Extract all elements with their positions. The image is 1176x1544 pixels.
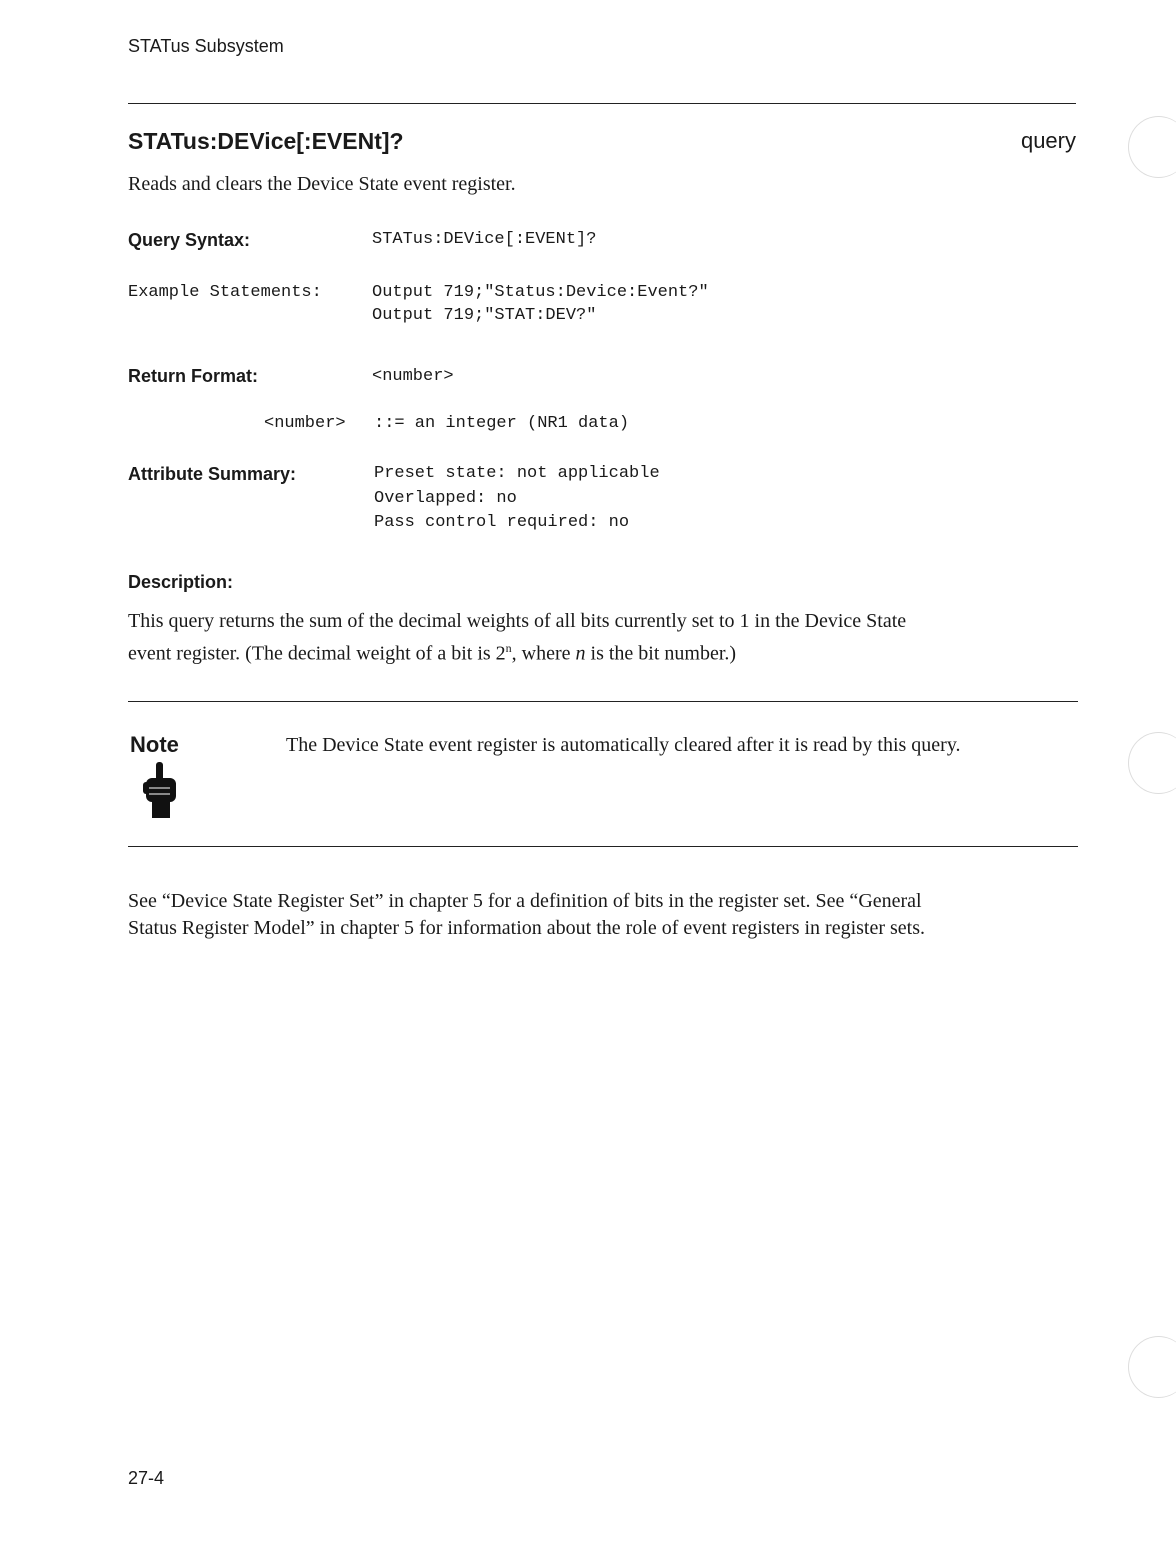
command-title: STATus:DEVice[:EVENt]? bbox=[128, 128, 404, 154]
hand-pointer-icon bbox=[140, 762, 182, 825]
variable-n: n bbox=[575, 642, 586, 665]
command-summary: Reads and clears the Device State event register. bbox=[128, 173, 516, 195]
description-text: is the bit number.) bbox=[585, 642, 737, 665]
attribute-line: Preset state: not applicable bbox=[374, 464, 660, 483]
running-header: STATus Subsystem bbox=[128, 36, 284, 56]
see-also-line: See “Device State Register Set” in chapter 5 for a definition of bits in the register set. See “General bbox=[128, 890, 922, 912]
header-rule bbox=[128, 103, 1076, 104]
description-label: Description: bbox=[128, 572, 234, 592]
return-definition-body: ::= an integer (NR1 data) bbox=[374, 414, 630, 433]
description-line: This query returns the sum of the decimal weights of all bits currently set to 1 in the Device State bbox=[128, 610, 907, 632]
return-format-label: Return Format: bbox=[128, 366, 258, 386]
description-text: event register. (The decimal weight of a bit is 2 bbox=[128, 642, 506, 665]
attribute-line: Overlapped: no bbox=[374, 489, 517, 508]
page-number: 27-4 bbox=[128, 1468, 165, 1488]
exponent: n bbox=[505, 641, 512, 655]
note-text: The Device State event register is automatically cleared after it is read by this query. bbox=[286, 734, 961, 756]
command-type: query bbox=[1020, 128, 1076, 153]
see-also-paragraph bbox=[128, 888, 1078, 942]
punch-hole bbox=[1128, 1336, 1176, 1398]
note-top-rule bbox=[128, 701, 1078, 702]
attribute-summary-label: Attribute Summary: bbox=[128, 464, 297, 484]
example-statement-line: Output 719;"STAT:DEV?" bbox=[372, 306, 597, 325]
punch-hole bbox=[1128, 116, 1176, 178]
description-text: , where bbox=[511, 642, 576, 665]
note-bottom-rule bbox=[128, 846, 1078, 847]
note-label: Note bbox=[130, 732, 179, 757]
see-also-line: Status Register Model” in chapter 5 for information about the role of event registers in register sets. bbox=[128, 917, 926, 939]
example-statement-line: Output 719;"Status:Device:Event?" bbox=[372, 283, 709, 302]
description-line bbox=[128, 635, 1076, 668]
example-statements-label: Example Statements: bbox=[128, 283, 322, 302]
description-paragraph bbox=[128, 608, 1076, 668]
return-format-value: <number> bbox=[372, 367, 454, 386]
query-syntax-label: Query Syntax: bbox=[128, 230, 251, 250]
punch-hole bbox=[1128, 732, 1176, 794]
return-definition-term: <number> bbox=[264, 414, 346, 433]
attribute-line: Pass control required: no bbox=[374, 513, 630, 532]
query-syntax-value: STATus:DEVice[:EVENt]? bbox=[372, 230, 597, 249]
